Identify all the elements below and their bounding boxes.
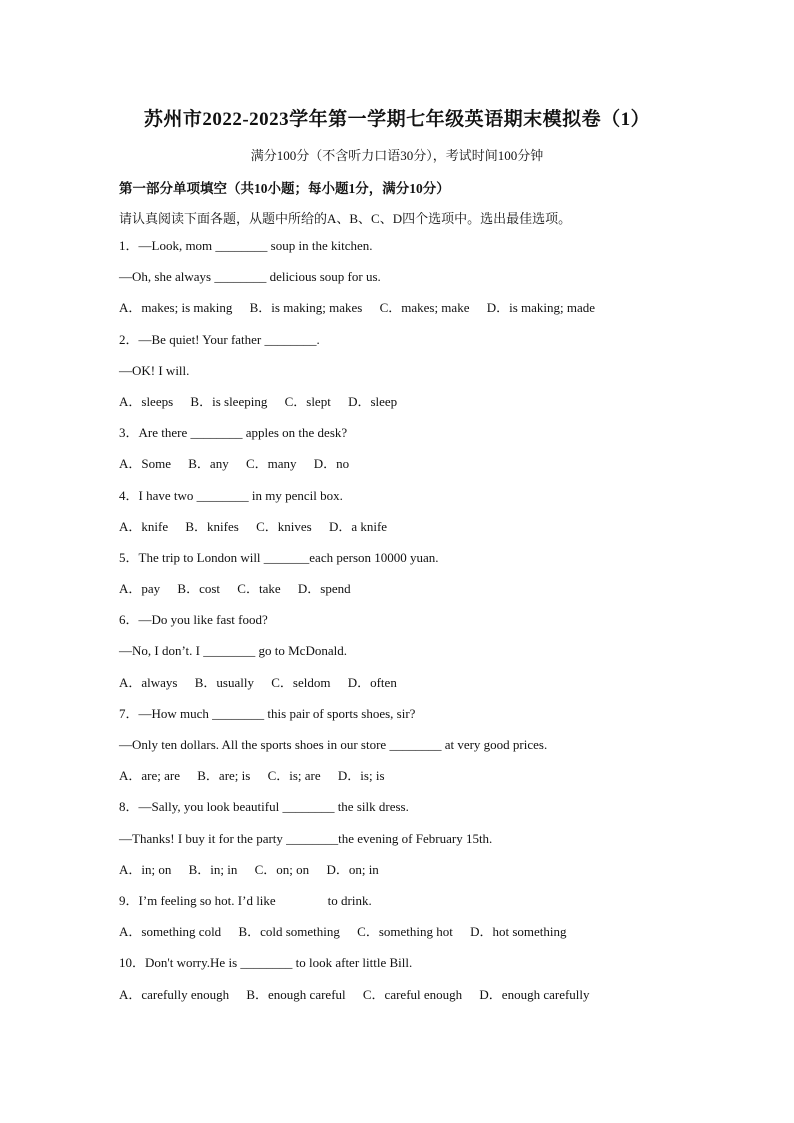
- option: D．often: [347, 674, 397, 690]
- option: C．careful enough: [362, 986, 463, 1002]
- option: C．knives: [256, 518, 312, 534]
- question-1-stem: 1．—Look, mom ________ soup in the kitchen.: [119, 238, 373, 253]
- question-5-options: [119, 578, 719, 609]
- option: A．carefully enough: [119, 986, 230, 1002]
- question-3-options: [119, 453, 719, 484]
- question-10-options: [119, 984, 719, 1015]
- question-9-stem: 9．I’m feeling so hot. I’d like to drink.: [119, 892, 372, 908]
- option: D．on; in: [326, 861, 379, 877]
- option: B．is sleeping: [190, 393, 268, 409]
- instructions: 请认真阅读下面各题，从题中所给的A、B、C、D四个选项中。选出最佳选项。: [119, 211, 572, 226]
- section-heading: 第一部分单项填空（共10小题；每小题1分，满分10分）: [119, 181, 450, 196]
- question-6-stem: 6．—Do you like fast food?: [119, 612, 268, 628]
- option: D．no: [313, 456, 350, 472]
- question-2-stem-reply: —OK! I will.: [119, 362, 190, 378]
- option: D．hot something: [470, 924, 567, 940]
- option: B．usually: [194, 674, 254, 690]
- question-1-stem-reply: —Oh, she always ________ delicious soup for us.: [119, 269, 381, 285]
- option: D．is; is: [337, 768, 385, 784]
- option: C．many: [245, 456, 297, 472]
- question-5-stem: 5．The trip to London will _______each person 10000 yuan.: [119, 549, 439, 565]
- option: C．take: [237, 581, 281, 597]
- option: A．knife: [119, 518, 169, 534]
- option: D．is making; made: [486, 300, 596, 316]
- question-7-options: [119, 765, 719, 796]
- question-7-stem: 7．—How much ________ this pair of sports shoes, sir?: [119, 705, 416, 721]
- option: B．cost: [177, 581, 221, 597]
- option: A．Some: [119, 456, 172, 472]
- option: B．any: [188, 456, 229, 472]
- option: D．enough carefully: [479, 986, 590, 1002]
- option: A．sleeps: [119, 393, 174, 409]
- exam-info: 满分100分（不含听力口语30分），考试时间100分钟: [250, 148, 544, 163]
- option: A．are; are: [119, 768, 180, 784]
- option: B．is making; makes: [249, 300, 363, 316]
- option: A．makes; is making: [119, 300, 233, 316]
- option: B．are; is: [197, 768, 251, 784]
- question-8-options: [119, 859, 719, 890]
- option: C．makes; make: [379, 300, 470, 316]
- option: A．something cold: [119, 924, 222, 940]
- question-1-options: [119, 297, 719, 328]
- option: D．spend: [297, 581, 351, 597]
- question-10-stem: 10．Don't worry.He is ________ to look after little Bill.: [119, 955, 413, 971]
- question-2-stem: 2．—Be quiet! Your father ________.: [119, 331, 320, 347]
- option: C．is; are: [267, 768, 321, 784]
- question-8-stem: 8．—Sally, you look beautiful ________ the silk dress.: [119, 799, 409, 815]
- option: C．something hot: [357, 924, 453, 940]
- option: D．sleep: [348, 393, 398, 409]
- option: A．in; on: [119, 861, 172, 877]
- question-4-options: [119, 516, 719, 547]
- option: D．a knife: [328, 518, 388, 534]
- option: C．on; on: [254, 861, 310, 877]
- option: B．cold something: [238, 924, 340, 940]
- question-2-options: [119, 391, 719, 422]
- option: C．slept: [284, 393, 331, 409]
- question-4-stem: 4．I have two ________ in my pencil box.: [119, 487, 343, 503]
- question-7-stem-reply: —Only ten dollars. All the sports shoes in our store ________ at very good prices.: [119, 737, 548, 752]
- question-8-stem-reply: —Thanks! I buy it for the party ________the evening of February 15th.: [119, 830, 493, 846]
- option: A．always: [119, 674, 178, 690]
- page-title: 苏州市2022-2023学年第一学期七年级英语期末模拟卷（1）: [143, 109, 651, 130]
- option: A．pay: [119, 581, 161, 597]
- question-3-stem: 3．Are there ________ apples on the desk?: [119, 425, 348, 441]
- question-9-options: [119, 921, 719, 952]
- option: B．in; in: [188, 861, 238, 877]
- option: B．enough careful: [246, 986, 346, 1002]
- question-6-options: [119, 672, 719, 703]
- question-list: [119, 235, 719, 1015]
- question-6-stem-reply: —No, I don’t. I ________ go to McDonald.: [119, 643, 347, 659]
- option: B．knifes: [185, 518, 239, 534]
- option: C．seldom: [271, 674, 331, 690]
